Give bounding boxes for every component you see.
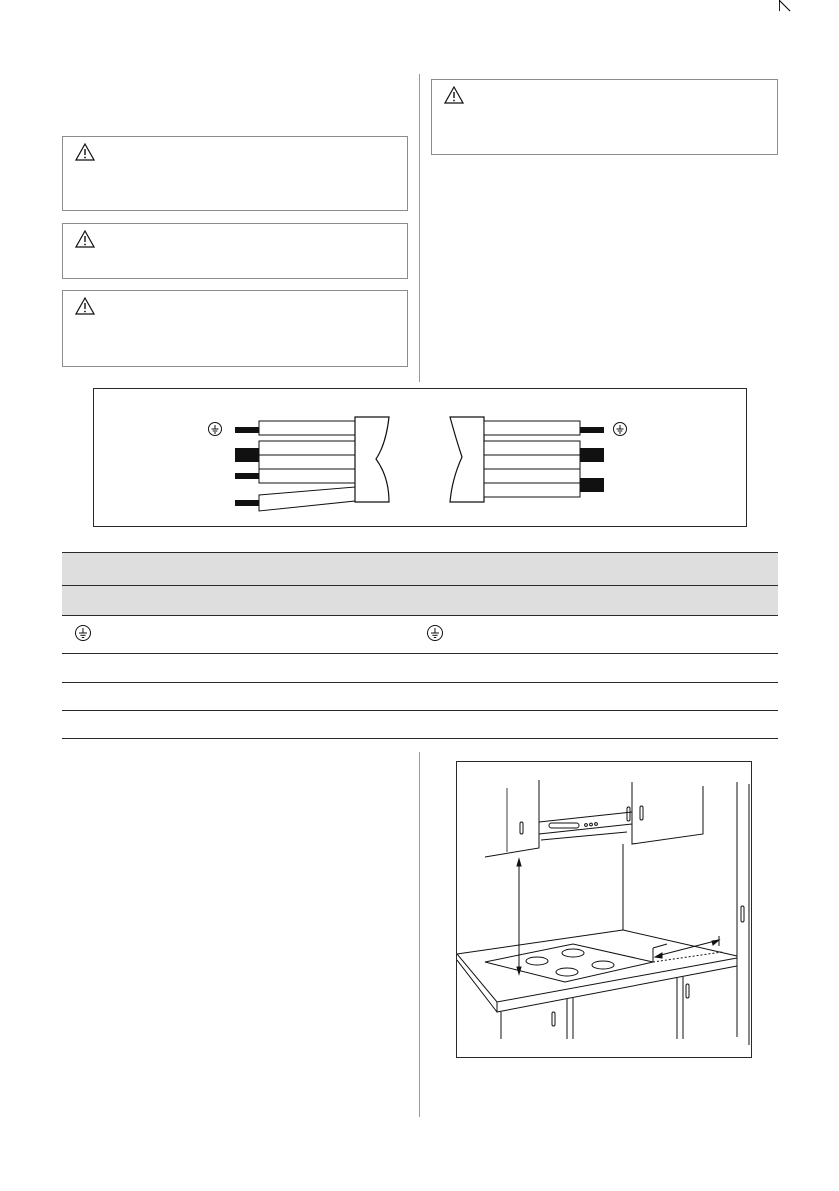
column-divider-top	[419, 74, 420, 382]
installation-illustration	[456, 761, 752, 1058]
warning-triangle-icon	[444, 86, 464, 104]
cable-connection-illustration	[94, 389, 746, 526]
warning-triangle-icon	[75, 230, 95, 248]
ground-symbol-icon	[209, 423, 222, 436]
table-rule	[62, 682, 778, 683]
wiring-diagram	[93, 388, 747, 527]
warning-box-4	[431, 79, 778, 155]
warning-box-3	[62, 290, 408, 367]
column-divider-bottom	[419, 752, 420, 1117]
table-rule	[62, 710, 778, 711]
kitchen-hob-hood-drawing	[457, 762, 751, 1057]
warning-triangle-icon	[75, 143, 95, 161]
table-rule	[62, 552, 778, 553]
table-header-row-1	[62, 553, 778, 585]
table-rule	[62, 653, 778, 654]
warning-box-1	[62, 136, 408, 211]
ground-symbol-icon	[426, 624, 444, 642]
table-row-ground	[62, 616, 778, 653]
ground-symbol-icon	[74, 624, 92, 642]
table-rule	[62, 738, 778, 739]
ground-symbol-icon	[614, 423, 627, 436]
table-header-row-2	[62, 586, 778, 615]
warning-triangle-icon	[75, 297, 95, 315]
crop-mark	[779, 0, 791, 12]
warning-box-2	[62, 223, 408, 279]
